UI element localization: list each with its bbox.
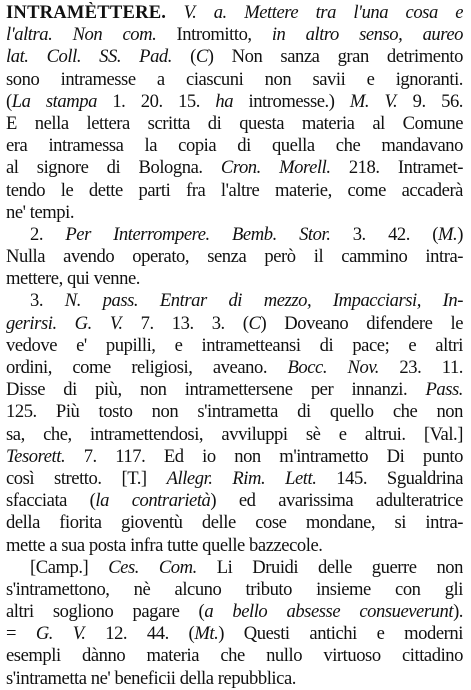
- text-segment: esempli dànno materia che nullo virtuoso cittadino: [6, 645, 463, 667]
- text-segment: sono intramesse a ciascuni non savii e ignoranti.: [6, 68, 463, 90]
- text-segment: 23. 11.: [378, 357, 463, 378]
- text-segment: ) Questi antichi e moderni: [218, 623, 463, 645]
- text-segment: ): [457, 223, 463, 245]
- text-line: [6, 224, 463, 246]
- dictionary-entry-intramettere: [6, 2, 463, 690]
- text-segment: 2.: [30, 223, 66, 245]
- text-line: [6, 468, 463, 490]
- entry-paragraph: [6, 2, 463, 224]
- text-line: [6, 24, 463, 46]
- text-segment: mettere, qui venne.: [6, 268, 140, 290]
- italic-text: C: [195, 46, 208, 68]
- italic-text: Mettere tra l'una cosa e: [244, 2, 463, 23]
- text-segment: 125. Più tosto non s'intrametta di quello che non: [6, 401, 463, 423]
- headword: INTRAMÈTTERE.: [6, 2, 167, 23]
- entry-paragraph: [6, 557, 463, 690]
- text-line: [6, 202, 463, 224]
- text-segment: ne' tempi.: [6, 201, 75, 223]
- text-line: [6, 113, 463, 135]
- text-line: [6, 401, 463, 423]
- text-segment: vedove e' pupilli, e intrametteansi di pace; e altri: [6, 334, 463, 356]
- text-line: [6, 135, 463, 157]
- text-segment: [227, 2, 244, 23]
- text-segment: ) Doveano difendere le: [260, 312, 463, 334]
- text-segment: 12. 44. (: [85, 623, 195, 645]
- text-line: [6, 623, 463, 645]
- italic-text: Bocc. Nov.: [287, 357, 379, 378]
- text-line: [6, 69, 463, 91]
- italic-text: Tesorett.: [6, 445, 66, 467]
- text-line: [6, 246, 463, 268]
- text-segment: Nulla avendo operato, senza però il cammino intra-: [6, 246, 463, 268]
- text-segment: 3. 42. (: [330, 223, 439, 245]
- text-segment: 218. Intramet-: [330, 157, 463, 179]
- text-segment: (: [6, 90, 12, 112]
- text-line: [6, 180, 463, 202]
- text-segment: 1. 20. 15.: [96, 90, 216, 112]
- italic-text: in altro senso, aureo: [271, 24, 463, 46]
- italic-text: Per Interrompere. Bemb. Stor.: [65, 223, 331, 245]
- text-segment: tendo le dette parti fra l'altre materie, come accaderà: [6, 179, 463, 201]
- italic-text: Pass.: [425, 379, 463, 401]
- text-line: [6, 557, 463, 579]
- text-segment: intromesse.): [233, 90, 350, 112]
- text-line: [6, 46, 463, 68]
- text-segment: 7. 117. Ed io non m'intrametto Di punto: [65, 445, 463, 467]
- text-line: [6, 91, 463, 113]
- text-segment: [Camp.]: [30, 556, 109, 578]
- italic-text: M. V.: [349, 90, 398, 112]
- text-segment: s'intramettono, nè alcuno tributo insieme con gli: [6, 578, 463, 600]
- text-segment: sfacciata (: [6, 490, 96, 512]
- italic-text: Coll. SS. Pad.: [46, 46, 172, 68]
- text-line: [6, 535, 463, 557]
- text-line: [6, 290, 463, 312]
- italic-text: Ces. Com.: [108, 556, 197, 578]
- italic-text: ha: [215, 90, 234, 112]
- text-line: [6, 379, 463, 401]
- entry-paragraph: [6, 290, 463, 556]
- text-segment: ) Non sanza gran detrimento: [207, 46, 463, 68]
- italic-text: a bello absesse consueverunt: [204, 601, 454, 623]
- italic-text: Non com.: [72, 24, 157, 46]
- italic-text: M.: [438, 223, 458, 245]
- text-line: [6, 601, 463, 623]
- text-segment: 3.: [30, 290, 65, 312]
- text-segment: =: [6, 623, 36, 645]
- text-segment: Li Druidi delle guerre non: [196, 556, 463, 578]
- text-line: [6, 335, 463, 357]
- text-line: [6, 512, 463, 534]
- text-segment: ordini, come religiosi, aveano.: [6, 357, 288, 378]
- italic-text: V. a.: [183, 2, 227, 23]
- text-segment: così stretto. [T.]: [6, 467, 167, 489]
- italic-text: G. V.: [35, 623, 86, 645]
- text-segment: Intromitto,: [156, 24, 272, 46]
- text-segment: [52, 24, 72, 45]
- text-segment: 145. Sgualdrina: [316, 467, 463, 489]
- italic-text: C: [248, 312, 261, 334]
- text-line: [6, 2, 463, 24]
- text-segment: [28, 46, 46, 67]
- text-segment: Disse di più, non intramettersene per innanzi.: [6, 379, 426, 401]
- text-segment: della fiorita gioventù delle cose mondane, si intra-: [6, 512, 463, 534]
- text-line: [6, 446, 463, 468]
- text-line: [6, 268, 463, 290]
- text-segment: 7. 13. 3. (: [122, 312, 249, 334]
- text-line: [6, 357, 463, 379]
- text-line: [6, 645, 463, 667]
- text-segment: ) ed avarissima adulteratrice: [210, 490, 463, 512]
- text-line: [6, 313, 463, 335]
- text-line: [6, 424, 463, 446]
- text-segment: E nella lettera scritta di questa materia al Comune: [6, 112, 463, 134]
- text-segment: [166, 2, 183, 23]
- text-segment: al signore di Bologna.: [6, 157, 221, 179]
- text-segment: mette a sua posta infra tutte quelle bazzecole.: [6, 534, 323, 556]
- italic-text: La stampa: [11, 90, 97, 112]
- text-segment: ).: [453, 601, 463, 623]
- text-segment: era intramessa la copia di quella che mandavano: [6, 135, 463, 157]
- italic-text: Cron. Morell.: [220, 157, 331, 179]
- text-line: [6, 490, 463, 512]
- text-segment: s'intrametta ne' beneficii della repubblica.: [6, 667, 296, 689]
- italic-text: l'altra.: [6, 24, 53, 46]
- text-segment: (: [171, 46, 196, 68]
- text-line: [6, 668, 463, 690]
- italic-text: lat.: [6, 46, 29, 68]
- entry-paragraph: [6, 224, 463, 291]
- italic-text: Mt.: [194, 623, 219, 645]
- italic-text: la contrarietà: [95, 490, 211, 512]
- text-segment: altri sogliono pagare (: [6, 601, 205, 623]
- italic-text: Allegr. Rim. Lett.: [166, 467, 317, 489]
- text-line: [6, 157, 463, 179]
- text-segment: 9. 56.: [397, 90, 463, 112]
- italic-text: N. pass. Entrar di mezzo, Impacciarsi, In-: [64, 290, 463, 312]
- text-segment: sa, che, intramettendosi, avviluppi sè e altrui. [Val.]: [6, 423, 463, 445]
- text-line: [6, 579, 463, 601]
- italic-text: gerirsi. G. V.: [6, 312, 123, 334]
